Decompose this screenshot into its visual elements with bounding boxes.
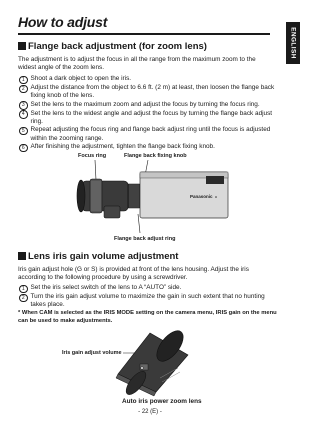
page-title: How to adjust	[18, 14, 108, 30]
step-number-icon: 4	[19, 110, 28, 119]
iris-note: * When CAM is selected as the IRIS MODE setting on the camera menu, IRIS gain on the menu can be used to make adjustments.	[18, 310, 277, 324]
flange-step-text: Set the lens to the maximum zoom and adjust the focus by turning the focus ring.	[30, 100, 260, 108]
section-heading-iris-gain-text: Lens iris gain volume adjustment	[28, 251, 179, 262]
step-number-icon: 3	[19, 101, 28, 110]
flange-step-text: Repeat adjusting the focus ring and flange back adjust ring until the focus is adjusted within the zooming range.	[30, 126, 271, 142]
auto-iris-lens	[116, 326, 188, 397]
step-number-icon: 2	[19, 294, 28, 303]
step-number-icon: 6	[19, 144, 28, 153]
iris-intro-paragraph: Iris gain adjust hole (G or S) is provided at front of the lens housing. Adjust the iris according to the following procedure by using a screwdriver.	[18, 266, 249, 282]
camera-brand-logo: Panasonic	[190, 194, 213, 199]
flange-step-text: Shoot a dark object to open the iris.	[30, 75, 132, 82]
flange-intro-paragraph: The adjustment is to adjust the focus in all the range from the maximum zoom to the widest angle of the zoom lens.	[18, 56, 256, 72]
iris-step-text: Set the iris select switch of the lens to A “AUTO” side.	[30, 284, 182, 291]
label-iris-gain-adjust-volume: Iris gain adjust volume	[62, 350, 122, 356]
step-number-icon: 2	[19, 85, 28, 94]
flange-step-text: Set the lens to the widest angle and adjust the focus by turning the flange back adjust ring.	[30, 109, 273, 126]
step-number-icon: 1	[19, 285, 28, 294]
page-number: - 22 (E) -	[138, 409, 162, 415]
figure-caption-auto-iris-lens: Auto iris power zoom lens	[122, 398, 202, 405]
label-flange-back-fixing-knob: Flange back fixing knob	[124, 153, 187, 159]
step-number-icon: 5	[19, 127, 28, 136]
step-number-icon: 1	[19, 76, 28, 85]
section-heading-flange-back-text: Flange back adjustment (for zoom lens)	[28, 41, 207, 52]
flange-step-text: After finishing the adjustment, tighten the flange back fixing knob.	[30, 142, 215, 150]
label-flange-back-adjust-ring: Flange back adjust ring	[114, 236, 176, 242]
iris-step-text: Turn the iris gain adjust volume to maximize the gain in such extent that no hunting takes place.	[30, 293, 265, 309]
language-tab-label: ENGLISH	[289, 27, 297, 59]
label-focus-ring: Focus ring	[78, 153, 107, 159]
flange-step-text: Adjust the distance from the object to 6.6 ft. (2 m) at least, then loosen the flange back fixing knob of the lens.	[30, 84, 275, 100]
